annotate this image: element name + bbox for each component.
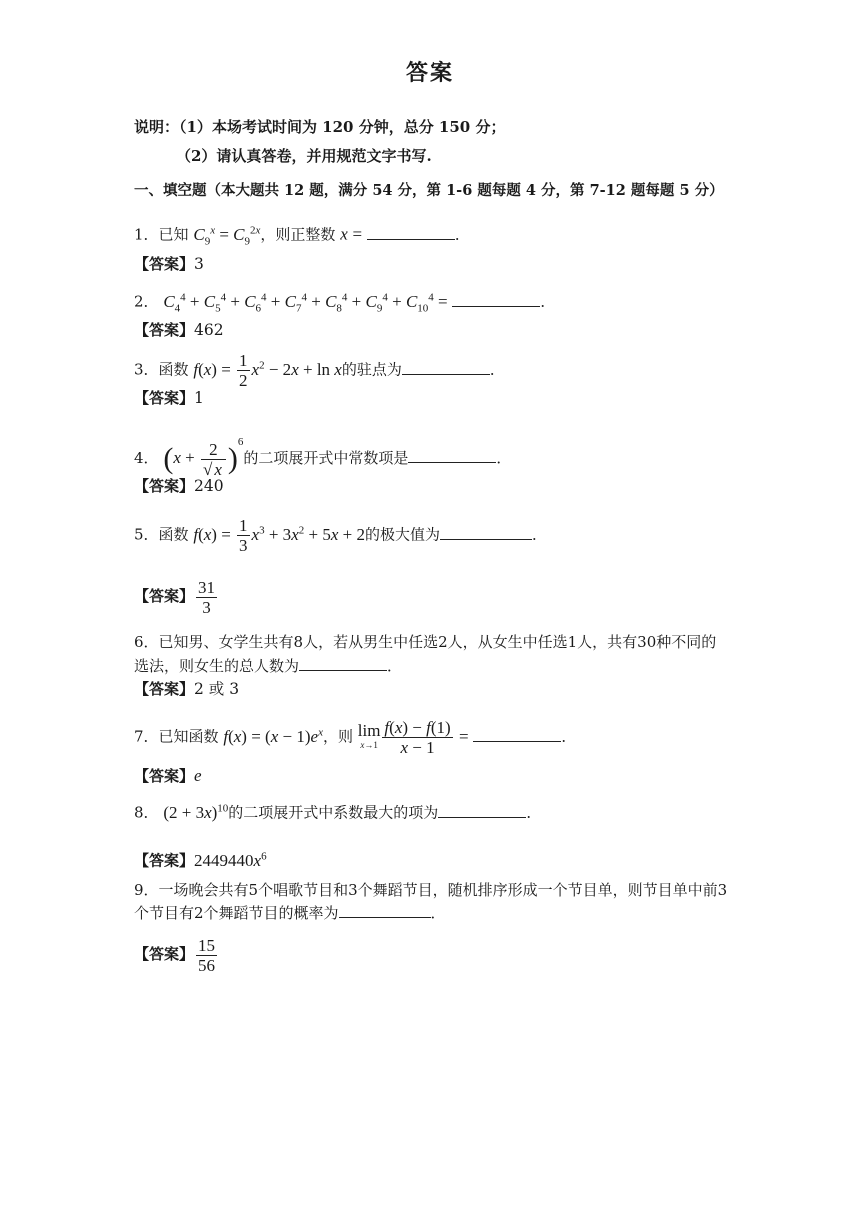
question-number: 6． — [134, 633, 159, 651]
question-2: 2． $C_4^4 + C_5^4 + C_6^4 + C_7^4 + C_8^4 + C_9^4 + C_{10}^4$ = ． — [134, 291, 556, 315]
answer-blank — [367, 225, 455, 240]
math-expression: $C_4^4 + C_5^4 + C_6^4 + C_7^4 + C_8^4 + C_9^4 + C_{10}^4$ = — [163, 291, 448, 315]
answer-8 — [134, 846, 267, 871]
section-heading: 一、填空题（本大题共 12 题，满分 54 分，第 1-6 题每题 4 分，第 7-12 题每题 5 分） — [134, 182, 724, 199]
math-expression: (x + $\frac{2}{√ x}$ )$^6$ — [163, 436, 244, 479]
question-text: 一场晚会共有5个唱歌节目和3个舞蹈节目，随机排序形成一个节目单，则节目单中前3 — [158, 881, 728, 899]
answer-2 — [134, 320, 224, 340]
answer-value: 240 — [194, 477, 224, 495]
question-text: 的二项展开式中系数最大的项为 — [228, 803, 439, 822]
question-number: 1． — [134, 225, 159, 244]
answer-blank — [452, 292, 540, 307]
question-3: 3．函数 f(x) = $\frac{1}{2}$ $x^2 - 2x + \ln x$的驻点为 ． — [134, 351, 505, 391]
question-text: 已知函数 — [158, 727, 219, 746]
answer-fraction: $\frac{15}{56}$ — [198, 935, 216, 975]
answer-label: 【答案】 — [134, 680, 195, 698]
answer-9 — [134, 934, 219, 975]
answer-1 — [134, 254, 204, 274]
answer-blank — [339, 903, 431, 918]
math-expression: f(x) = $\frac{1}{3}$ $x^3 + 3x^2 + 5x + 2$ — [193, 516, 365, 556]
question-number: 9． — [134, 881, 159, 899]
question-text: 已知男、女学生共有8人，若从男生中任选2人，从女生中任选1人，共有30种不同的 — [158, 633, 717, 651]
answer-label: 【答案】 — [134, 389, 195, 407]
question-number: 5． — [134, 525, 159, 544]
answer-blank — [299, 656, 387, 671]
question-1: 1．已知 $C_9^x = C_9^{2x}$，则正整数 x = ． — [134, 224, 470, 248]
question-4: 4． (x + $\frac{2}{√ x}$ )$^6$的二项展开式中常数项是 ． — [134, 436, 512, 479]
answer-7 — [134, 766, 202, 786]
answer-blank — [440, 525, 532, 540]
question-text: 函数 — [158, 525, 189, 544]
instruction-line-2: （2）请认真答卷，并用规范文字书写. — [176, 147, 432, 165]
question-6-continued: 选法，则女生的总人数为 ． — [134, 657, 403, 675]
question-text: 选法，则女生的总人数为 — [134, 657, 300, 675]
question-9 — [134, 880, 727, 900]
page-title: 答案 — [405, 61, 454, 86]
answer-blank — [408, 448, 496, 463]
answer-fraction: $\frac{31}{3}$ — [198, 577, 216, 617]
answer-blank — [438, 803, 526, 818]
question-8: 8． $(2 + 3x)^{10}$的二项展开式中系数最大的项为 ． — [134, 802, 542, 822]
question-number: 8． — [134, 803, 159, 822]
question-text: ，则 — [322, 727, 353, 746]
answer-label: 【答案】 — [134, 255, 195, 273]
math-expression: $(2 + 3x)^{10}$ — [163, 802, 229, 822]
question-number: 3． — [134, 360, 159, 379]
question-text: 的二项展开式中常数项是 — [243, 449, 409, 467]
question-text: 函数 — [158, 360, 189, 379]
question-number: 2． — [134, 292, 159, 311]
answer-label: 【答案】 — [134, 945, 195, 963]
math-variable: x — [340, 224, 348, 244]
question-7: 7．已知函数 $f(x) = (x - 1)e^x$，则 lim x→1 $\frac{f(x) - f(1)}{x - 1}$ = ． — [134, 718, 577, 758]
math-expression: $f(x) = (x - 1)e^x$ — [223, 726, 323, 746]
answer-label: 【答案】 — [134, 767, 195, 785]
instruction-line-1: 说明：（1）本场考试时间为 120 分钟，总分 150 分； — [134, 118, 506, 136]
question-5: 5．函数 f(x) = $\frac{1}{3}$ $x^3 + 3x^2 + 5x + 2$的极大值为 ． — [134, 516, 547, 556]
question-text: 个节目有2个舞蹈节目的概率为 — [134, 904, 339, 922]
answer-label: 【答案】 — [134, 587, 195, 605]
answer-value: 462 — [194, 321, 224, 339]
question-9-continued: 个节目有2个舞蹈节目的概率为 ． — [134, 904, 446, 922]
math-expression: $C_9^x = C_9^{2x}$ — [193, 224, 261, 248]
answer-label: 【答案】 — [134, 851, 195, 870]
answer-blank — [402, 360, 490, 375]
answer-label: 【答案】 — [134, 477, 195, 495]
answer-label: 【答案】 — [134, 321, 195, 339]
answer-3 — [134, 388, 204, 408]
question-number: 4． — [134, 449, 159, 467]
answer-value: 3 — [194, 255, 204, 273]
question-text: ，则正整数 — [260, 225, 336, 244]
math-expression: f(x) = $\frac{1}{2}$ $x^2 - 2x + \ln x$ — [193, 351, 342, 391]
question-6 — [134, 632, 716, 652]
answer-6 — [134, 679, 239, 699]
answer-value: $2449440x^6$ — [194, 850, 267, 870]
answer-value: e — [194, 766, 202, 785]
answer-4 — [134, 476, 224, 496]
answer-value: 1 — [194, 389, 204, 407]
question-text: 已知 — [158, 225, 189, 244]
answer-5 — [134, 576, 219, 617]
limit-expression: lim x→1 $\frac{f(x) - f(1)}{x - 1}$ = — [357, 718, 469, 758]
answer-value: 2 或 3 — [194, 680, 240, 698]
question-number: 7． — [134, 727, 159, 746]
question-text: 的驻点为 — [341, 360, 402, 379]
answer-blank — [473, 727, 561, 742]
question-text: 的极大值为 — [364, 525, 440, 544]
